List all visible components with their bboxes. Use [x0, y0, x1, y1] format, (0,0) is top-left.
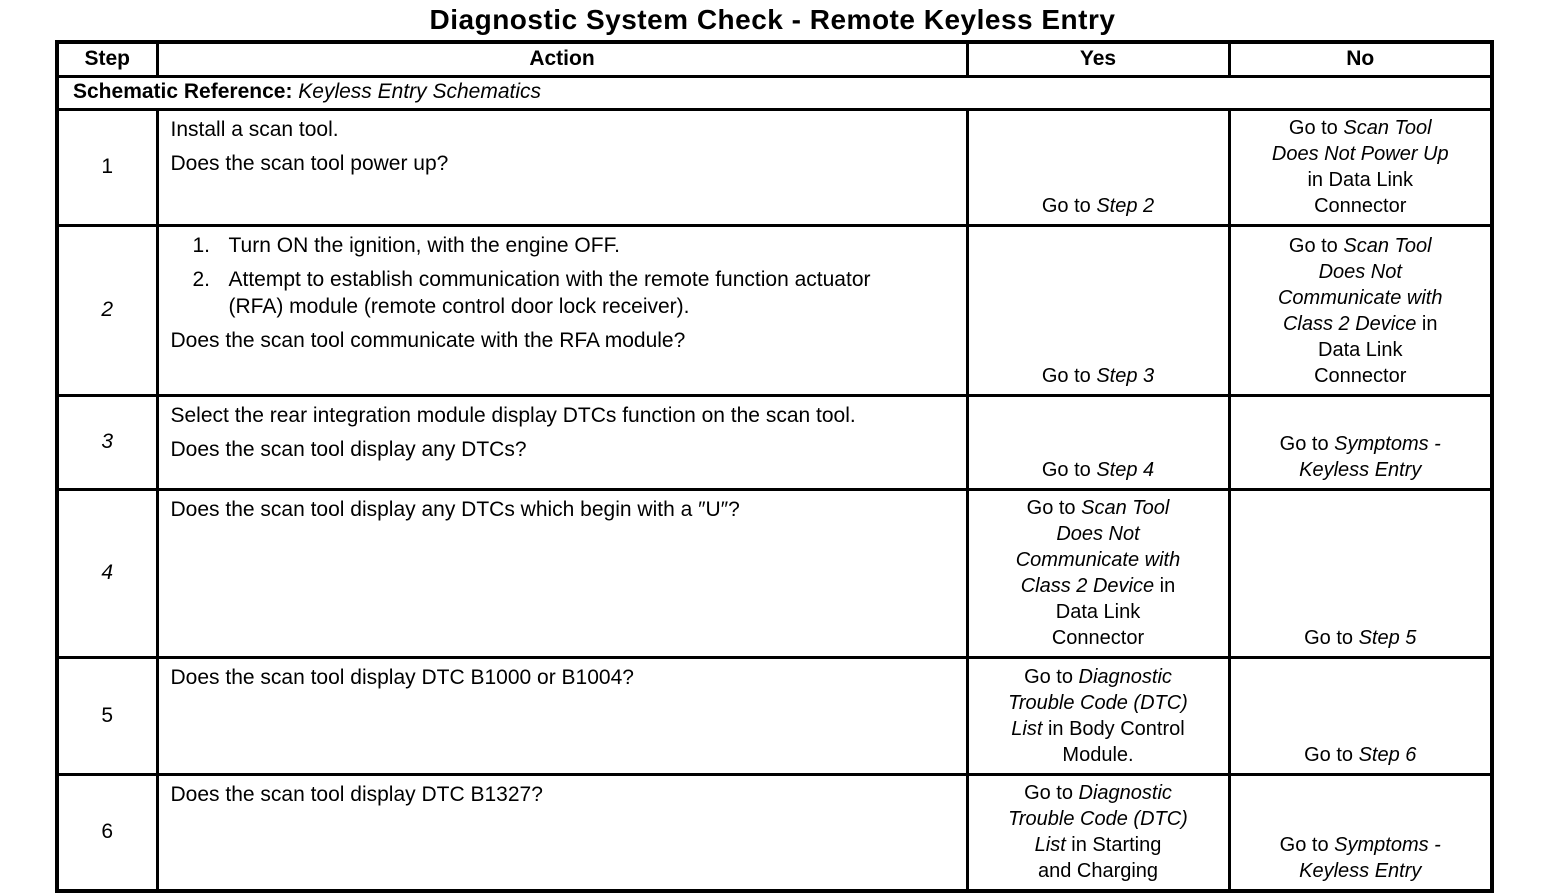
text-segment: Connector [1051, 626, 1145, 649]
list-number: 2. [192, 267, 211, 291]
text-segment: Go to [1024, 781, 1079, 804]
yes-cell [967, 657, 1229, 774]
text-segment: Data Link [1318, 338, 1403, 361]
goto-line [975, 806, 1222, 832]
text-segment: Step 2 [1096, 194, 1155, 217]
action-paragraph [171, 116, 920, 143]
text-segment: Connector [1314, 194, 1407, 217]
action-cell [157, 774, 967, 891]
text-segment: Go to [1041, 364, 1097, 387]
text-segment: Module. [1062, 743, 1134, 766]
goto-line [1237, 431, 1485, 457]
step-number: 4 [101, 561, 114, 584]
goto-line [1237, 742, 1485, 768]
yes-cell [967, 395, 1229, 489]
text-segment: Diagnostic [1078, 781, 1172, 804]
text-segment: Step 6 [1358, 743, 1417, 766]
goto-line [1237, 259, 1485, 285]
yes-cell [967, 109, 1229, 225]
text-segment: Class 2 Device [1282, 312, 1417, 335]
text-segment: Attempt to establish communication with the remote function actuator (RFA) module (remote control door lock receiver). [228, 267, 871, 318]
schematic-row [57, 76, 1492, 109]
goto-line [1237, 285, 1485, 311]
schematic-label: Schematic Reference: [73, 79, 293, 103]
step-cell [57, 657, 157, 774]
goto-line [975, 521, 1222, 547]
goto-line [1237, 311, 1485, 337]
goto-line [975, 690, 1222, 716]
yes-cell [967, 774, 1229, 891]
list-text [229, 232, 920, 259]
step-number: 6 [101, 820, 114, 843]
text-segment: Does the scan tool display DTC B1327? [170, 782, 543, 806]
table-row [57, 489, 1492, 657]
text-segment: Scan Tool [1081, 496, 1170, 519]
text-segment: List [1034, 833, 1066, 856]
text-segment: Symptoms - [1334, 432, 1441, 455]
table-row [57, 225, 1492, 395]
no-cell [1229, 774, 1492, 891]
text-segment: Trouble Code (DTC) [1008, 691, 1188, 714]
action-paragraph [171, 781, 920, 808]
text-segment: Go to [1288, 234, 1344, 257]
text-segment: Go to [1279, 833, 1335, 856]
no-cell [1229, 657, 1492, 774]
text-segment: Install a scan tool. [170, 117, 339, 141]
text-segment: Keyless Entry [1299, 859, 1422, 882]
goto-line [975, 664, 1222, 690]
text-segment: Step 5 [1358, 626, 1417, 649]
goto-line [1237, 141, 1485, 167]
goto-line [975, 742, 1222, 768]
text-segment: Diagnostic [1078, 665, 1172, 688]
page-title: Diagnostic System Check - Remote Keyless Entry [429, 4, 1116, 35]
table-row [57, 109, 1492, 225]
goto-line [1237, 625, 1485, 651]
action-cell [157, 109, 967, 225]
text-segment: Go to [1024, 665, 1079, 688]
goto-line [975, 193, 1222, 219]
step-cell [57, 395, 157, 489]
text-segment: Go to [1026, 496, 1082, 519]
text-segment: Step 3 [1096, 364, 1155, 387]
text-segment: Communicate with [1277, 286, 1443, 309]
goto-line [975, 780, 1222, 806]
text-segment: Select the rear integration module display DTCs function on the scan tool. [170, 403, 856, 427]
text-segment: Go to [1041, 194, 1097, 217]
action-cell [157, 657, 967, 774]
no-cell [1229, 109, 1492, 225]
step-cell [57, 489, 157, 657]
header-no: No [1229, 42, 1492, 76]
action-paragraph [171, 496, 920, 523]
text-segment: Does the scan tool display any DTCs which begin with a ″U″? [170, 497, 740, 521]
step-number: 2 [101, 298, 114, 321]
step-number: 5 [101, 703, 114, 727]
goto-line [1237, 457, 1485, 483]
text-segment: and Charging [1037, 859, 1159, 882]
goto-line [975, 625, 1222, 651]
text-segment: Communicate with [1015, 548, 1181, 571]
action-paragraph [171, 150, 920, 177]
goto-line [1237, 858, 1485, 884]
table-body [57, 76, 1492, 891]
text-segment: Turn ON the ignition, with the engine OFF. [228, 233, 620, 257]
goto-line [1237, 233, 1485, 259]
text-segment: in [1416, 312, 1438, 335]
text-segment: in Data Link [1307, 168, 1414, 191]
action-paragraph [171, 664, 920, 691]
list-text [229, 266, 920, 320]
text-segment: Step 4 [1096, 458, 1155, 481]
goto-line [975, 495, 1222, 521]
text-segment: Does Not [1056, 522, 1140, 545]
yes-cell [967, 489, 1229, 657]
step-number: 1 [101, 155, 114, 178]
schematic-cell [57, 76, 1492, 109]
text-segment: Scan Tool [1343, 234, 1432, 257]
table-row [57, 395, 1492, 489]
header-action: Action [157, 42, 967, 76]
header-row [57, 42, 1492, 76]
action-cell [157, 395, 967, 489]
goto-line [975, 363, 1222, 389]
action-cell [157, 225, 967, 395]
document-page [55, 0, 1490, 893]
text-segment: List [1011, 717, 1043, 740]
goto-line [1237, 337, 1485, 363]
table-row [57, 657, 1492, 774]
text-segment: Go to [1279, 432, 1335, 455]
action-paragraph [171, 436, 920, 463]
text-segment: Does the scan tool display any DTCs? [170, 437, 527, 461]
no-cell [1229, 225, 1492, 395]
text-segment: Symptoms - [1334, 833, 1441, 856]
goto-line [1237, 115, 1485, 141]
text-segment: Scan Tool [1343, 116, 1432, 139]
goto-line [1237, 167, 1485, 193]
goto-line [975, 457, 1222, 483]
goto-line [1237, 193, 1485, 219]
text-segment: Data Link [1055, 600, 1141, 623]
step-cell [57, 774, 157, 891]
text-segment: Go to [1288, 116, 1344, 139]
goto-line [975, 858, 1222, 884]
text-segment: Connector [1314, 364, 1407, 387]
text-segment: Class 2 Device [1020, 574, 1155, 597]
step-cell [57, 109, 157, 225]
no-cell [1229, 395, 1492, 489]
schematic-value: Keyless Entry Schematics [298, 79, 542, 103]
action-paragraph [193, 266, 920, 320]
goto-line [975, 599, 1222, 625]
text-segment: Does the scan tool display DTC B1000 or B1004? [170, 665, 634, 689]
header-step: Step [57, 42, 157, 76]
action-paragraph [171, 327, 920, 354]
step-number: 3 [101, 430, 114, 453]
text-segment: Go to [1041, 458, 1097, 481]
text-segment: in [1154, 574, 1176, 597]
text-segment: Trouble Code (DTC) [1008, 807, 1188, 830]
table-row [57, 774, 1492, 891]
text-segment: Does the scan tool power up? [170, 151, 449, 175]
text-segment: Go to [1304, 626, 1359, 649]
goto-line [975, 716, 1222, 742]
goto-line [975, 832, 1222, 858]
diagnostic-table [55, 40, 1494, 893]
text-segment: Does the scan tool communicate with the RFA module? [170, 328, 686, 352]
goto-line [975, 573, 1222, 599]
text-segment: Does Not Power Up [1271, 142, 1449, 165]
text-segment: Go to [1304, 743, 1359, 766]
goto-line [1237, 363, 1485, 389]
text-segment: Does Not [1318, 260, 1402, 283]
text-segment: in Body Control [1042, 717, 1185, 740]
step-cell [57, 225, 157, 395]
goto-line [975, 547, 1222, 573]
text-segment: Keyless Entry [1299, 458, 1422, 481]
action-paragraph [171, 402, 920, 429]
no-cell [1229, 489, 1492, 657]
header-yes: Yes [967, 42, 1229, 76]
action-cell [157, 489, 967, 657]
text-segment: in Starting [1065, 833, 1162, 856]
list-number: 1. [192, 233, 211, 257]
action-paragraph [193, 232, 920, 259]
yes-cell [967, 225, 1229, 395]
goto-line [1237, 832, 1485, 858]
